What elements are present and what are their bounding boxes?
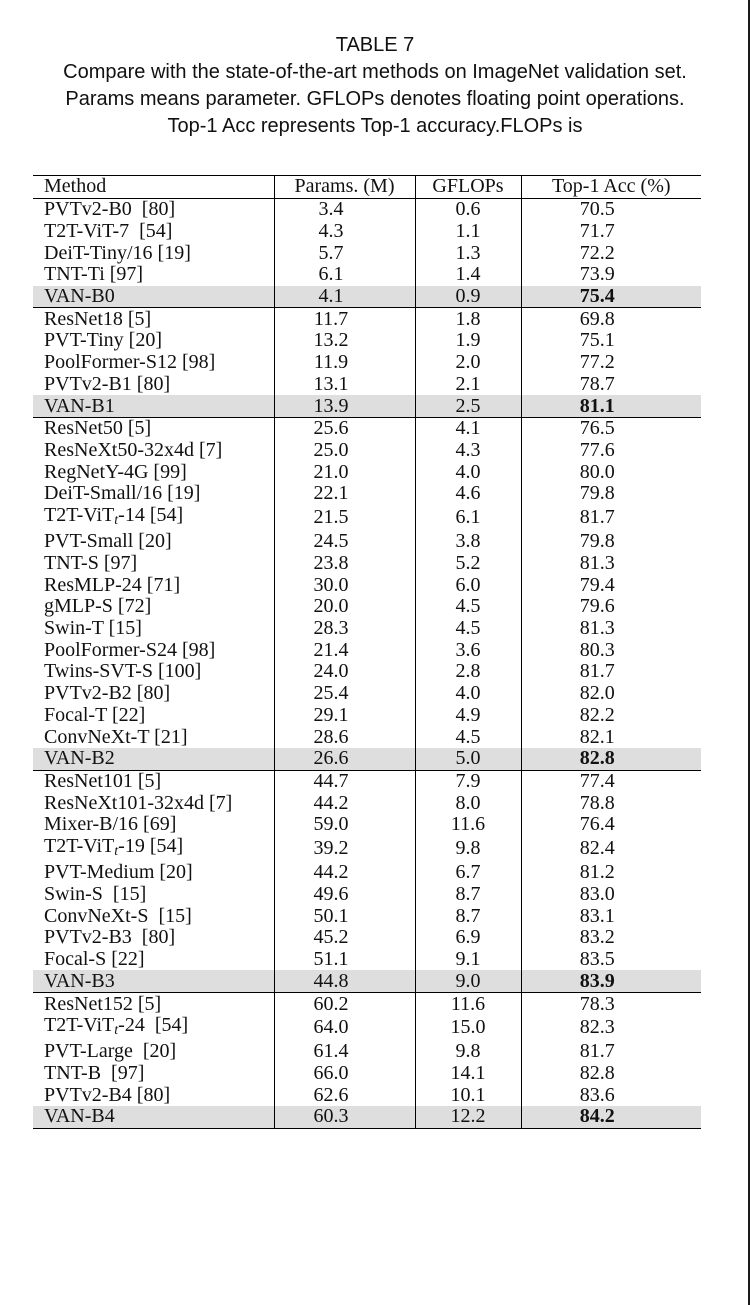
table-row — [33, 395, 701, 417]
top1-acc-cell: 83.1 — [521, 905, 701, 927]
params-cell: 62.6 — [274, 1084, 415, 1106]
gflops-cell: 6.1 — [415, 505, 521, 531]
top1-acc-cell: 73.9 — [521, 264, 701, 286]
gflops-cell: 3.6 — [415, 639, 521, 661]
method-cell — [33, 596, 274, 618]
method-cell — [33, 618, 274, 640]
top1-acc-cell: 77.6 — [521, 440, 701, 462]
gflops-cell: 3.8 — [415, 531, 521, 553]
table-row — [33, 308, 701, 330]
gflops-cell: 0.6 — [415, 198, 521, 220]
method-name: PVTv2-B4 [80] — [44, 1083, 171, 1106]
top1-acc-cell: 76.4 — [521, 814, 701, 836]
params-cell: 28.6 — [274, 726, 415, 748]
params-cell: 49.6 — [274, 884, 415, 906]
method-name: ResMLP-24 [71] — [44, 573, 181, 596]
top1-acc-cell: 77.2 — [521, 352, 701, 374]
gflops-cell: 1.4 — [415, 264, 521, 286]
gflops-cell: 0.9 — [415, 286, 521, 308]
table-row — [33, 993, 701, 1015]
gflops-cell: 2.1 — [415, 373, 521, 395]
method-cell — [33, 1041, 274, 1063]
top1-acc-cell: 78.3 — [521, 993, 701, 1015]
top1-acc-cell: 82.3 — [521, 1015, 701, 1041]
table-title: TABLE 7 — [335, 34, 415, 56]
method-name: ResNeXt101-32x4d [7] — [44, 791, 233, 814]
method-cell — [33, 417, 274, 439]
method-name: T2T-ViT — [44, 834, 115, 857]
method-name: ResNet18 [5] — [44, 307, 152, 330]
method-cell — [33, 1084, 274, 1106]
method-cell — [33, 440, 274, 462]
method-name: PVT-Large [20] — [44, 1040, 177, 1063]
top1-acc-cell: 81.3 — [521, 618, 701, 640]
method-cell — [33, 683, 274, 705]
params-cell: 21.5 — [274, 505, 415, 531]
params-cell: 45.2 — [274, 927, 415, 949]
caption-line-1: Compare with the state-of-the-art methods on ImageNet validation set. — [63, 61, 687, 83]
gflops-cell: 8.7 — [415, 905, 521, 927]
method-cell — [33, 949, 274, 971]
top1-acc-cell: 81.2 — [521, 862, 701, 884]
method-name: PoolFormer-S12 [98] — [44, 351, 216, 374]
params-cell: 44.2 — [274, 792, 415, 814]
header-params: Params. (M) — [274, 176, 415, 199]
params-cell: 25.0 — [274, 440, 415, 462]
params-cell: 64.0 — [274, 1015, 415, 1041]
method-name: VAN-B0 — [44, 284, 115, 307]
method-name: RegNetY-4G [99] — [44, 460, 187, 483]
gflops-cell: 6.9 — [415, 927, 521, 949]
table-row — [33, 1106, 701, 1128]
params-cell: 59.0 — [274, 814, 415, 836]
table-row — [33, 1041, 701, 1063]
params-cell: 28.3 — [274, 618, 415, 640]
method-name: DeiT-Tiny/16 [19] — [44, 241, 191, 264]
caption-line-3: Top-1 Acc represents Top-1 accuracy.FLOPs is — [167, 115, 583, 137]
comparison-table — [33, 175, 701, 1129]
top1-acc-cell: 81.7 — [521, 1041, 701, 1063]
table-row — [33, 440, 701, 462]
gflops-cell: 4.5 — [415, 618, 521, 640]
top1-acc-cell: 75.4 — [521, 286, 701, 308]
params-cell: 61.4 — [274, 1041, 415, 1063]
top1-acc-cell: 71.7 — [521, 220, 701, 242]
params-cell: 50.1 — [274, 905, 415, 927]
top1-acc-cell: 82.2 — [521, 705, 701, 727]
method-cell — [33, 792, 274, 814]
gflops-cell: 6.0 — [415, 574, 521, 596]
method-name: PVT-Medium [20] — [44, 861, 193, 884]
top1-acc-cell: 78.8 — [521, 792, 701, 814]
params-cell: 44.7 — [274, 770, 415, 792]
method-name: VAN-B1 — [44, 394, 115, 417]
table-row — [33, 661, 701, 683]
gflops-cell: 9.8 — [415, 836, 521, 862]
top1-acc-cell: 80.3 — [521, 639, 701, 661]
method-name: Swin-T [15] — [44, 617, 142, 640]
method-name: PVTv2-B2 [80] — [44, 682, 171, 705]
method-name: Twins-SVT-S [100] — [44, 660, 202, 683]
top1-acc-cell: 82.8 — [521, 748, 701, 770]
method-name: PVT-Tiny [20] — [44, 329, 162, 352]
params-cell: 26.6 — [274, 748, 415, 770]
table-row — [33, 792, 701, 814]
method-name: PVT-Small [20] — [44, 530, 172, 553]
method-name: ConvNeXt-T [21] — [44, 725, 188, 748]
method-name: Focal-S [22] — [44, 948, 145, 971]
method-name: T2T-ViT-7 [54] — [44, 219, 173, 242]
table-row — [33, 531, 701, 553]
params-cell: 3.4 — [274, 198, 415, 220]
method-cell — [33, 927, 274, 949]
table-row — [33, 242, 701, 264]
gflops-cell: 2.0 — [415, 352, 521, 374]
params-cell: 24.0 — [274, 661, 415, 683]
params-cell: 5.7 — [274, 242, 415, 264]
method-name: ResNeXt50-32x4d [7] — [44, 438, 223, 461]
top1-acc-cell: 69.8 — [521, 308, 701, 330]
method-name: VAN-B3 — [44, 969, 115, 992]
gflops-cell: 5.2 — [415, 553, 521, 575]
params-cell: 4.3 — [274, 220, 415, 242]
top1-acc-cell: 76.5 — [521, 417, 701, 439]
params-cell: 25.4 — [274, 683, 415, 705]
top1-acc-cell: 77.4 — [521, 770, 701, 792]
top1-acc-cell: 80.0 — [521, 461, 701, 483]
params-cell: 39.2 — [274, 836, 415, 862]
method-cell — [33, 993, 274, 1015]
params-cell: 23.8 — [274, 553, 415, 575]
top1-acc-cell: 82.1 — [521, 726, 701, 748]
method-name: TNT-Ti [97] — [44, 263, 144, 286]
params-cell: 11.7 — [274, 308, 415, 330]
method-name: PVTv2-B3 [80] — [44, 926, 176, 949]
header-gflops: GFLOPs — [415, 176, 521, 199]
gflops-cell: 4.3 — [415, 440, 521, 462]
method-cell — [33, 705, 274, 727]
method-name: PVTv2-B0 [80] — [44, 198, 176, 221]
table-row — [33, 814, 701, 836]
gflops-cell: 1.8 — [415, 308, 521, 330]
top1-acc-cell: 82.8 — [521, 1063, 701, 1085]
table-row — [33, 1015, 701, 1041]
method-name: T2T-ViT — [44, 503, 115, 526]
gflops-cell: 1.3 — [415, 242, 521, 264]
table-row — [33, 352, 701, 374]
method-name: Focal-T [22] — [44, 703, 146, 726]
method-name: TNT-B [97] — [44, 1061, 145, 1084]
table-caption — [0, 32, 750, 140]
table-row — [33, 748, 701, 770]
gflops-cell: 10.1 — [415, 1084, 521, 1106]
table-header-row — [33, 176, 701, 199]
method-cell — [33, 242, 274, 264]
gflops-cell: 9.1 — [415, 949, 521, 971]
method-cell — [33, 726, 274, 748]
top1-acc-cell: 79.8 — [521, 483, 701, 505]
table-row — [33, 949, 701, 971]
method-name: TNT-S [97] — [44, 551, 138, 574]
table-row — [33, 574, 701, 596]
table-row — [33, 198, 701, 220]
method-name: VAN-B2 — [44, 747, 115, 770]
gflops-cell: 12.2 — [415, 1106, 521, 1128]
method-name: gMLP-S [72] — [44, 595, 152, 618]
top1-acc-cell: 70.5 — [521, 198, 701, 220]
method-name: ResNet101 [5] — [44, 770, 162, 793]
method-suffix: -14 [54] — [118, 503, 184, 526]
params-cell: 51.1 — [274, 949, 415, 971]
method-subscript: t — [114, 843, 119, 859]
gflops-cell: 4.1 — [415, 417, 521, 439]
method-cell — [33, 308, 274, 330]
table-row — [33, 770, 701, 792]
table-row — [33, 417, 701, 439]
params-cell: 13.9 — [274, 395, 415, 417]
params-cell: 60.2 — [274, 993, 415, 1015]
table-row — [33, 483, 701, 505]
gflops-cell: 8.0 — [415, 792, 521, 814]
method-cell — [33, 574, 274, 596]
method-cell — [33, 862, 274, 884]
table-row — [33, 639, 701, 661]
table-row — [33, 553, 701, 575]
top1-acc-cell: 83.9 — [521, 970, 701, 992]
params-cell: 44.8 — [274, 970, 415, 992]
top1-acc-cell: 83.5 — [521, 949, 701, 971]
table-body — [33, 198, 701, 1128]
top1-acc-cell: 79.4 — [521, 574, 701, 596]
gflops-cell: 4.0 — [415, 683, 521, 705]
params-cell: 20.0 — [274, 596, 415, 618]
method-cell — [33, 814, 274, 836]
method-cell — [33, 461, 274, 483]
top1-acc-cell: 78.7 — [521, 373, 701, 395]
params-cell: 6.1 — [274, 264, 415, 286]
gflops-cell: 4.9 — [415, 705, 521, 727]
method-suffix: -19 [54] — [118, 834, 184, 857]
caption-line-2: Params means parameter. GFLOPs denotes floating point operations. — [65, 88, 685, 110]
params-cell: 4.1 — [274, 286, 415, 308]
table-row — [33, 220, 701, 242]
params-cell: 21.4 — [274, 639, 415, 661]
gflops-cell: 4.5 — [415, 596, 521, 618]
method-name: VAN-B4 — [44, 1105, 115, 1128]
method-cell — [33, 352, 274, 374]
method-name: T2T-ViT — [44, 1013, 115, 1036]
gflops-cell: 6.7 — [415, 862, 521, 884]
params-cell: 21.0 — [274, 461, 415, 483]
params-cell: 60.3 — [274, 1106, 415, 1128]
gflops-cell: 2.5 — [415, 395, 521, 417]
gflops-cell: 9.0 — [415, 970, 521, 992]
method-cell — [33, 553, 274, 575]
header-method: Method — [44, 175, 107, 198]
table-row — [33, 1084, 701, 1106]
method-subscript: t — [114, 1022, 119, 1038]
method-cell — [33, 1015, 274, 1041]
top1-acc-cell: 81.3 — [521, 553, 701, 575]
gflops-cell: 1.9 — [415, 330, 521, 352]
top1-acc-cell: 83.6 — [521, 1084, 701, 1106]
params-cell: 24.5 — [274, 531, 415, 553]
method-cell — [33, 264, 274, 286]
method-cell — [33, 836, 274, 862]
params-cell: 13.2 — [274, 330, 415, 352]
method-cell — [33, 505, 274, 531]
method-cell — [33, 373, 274, 395]
method-cell — [33, 395, 274, 417]
table-row — [33, 970, 701, 992]
gflops-cell: 11.6 — [415, 814, 521, 836]
method-name: Mixer-B/16 [69] — [44, 813, 177, 836]
gflops-cell: 14.1 — [415, 1063, 521, 1085]
table-row — [33, 505, 701, 531]
method-cell — [33, 330, 274, 352]
table-row — [33, 683, 701, 705]
method-name: ConvNeXt-S [15] — [44, 904, 192, 927]
table-row — [33, 836, 701, 862]
table-row — [33, 264, 701, 286]
table-row — [33, 461, 701, 483]
top1-acc-cell: 83.0 — [521, 884, 701, 906]
table-row — [33, 927, 701, 949]
method-cell — [33, 483, 274, 505]
table-row — [33, 905, 701, 927]
method-cell — [33, 1063, 274, 1085]
table-row — [33, 286, 701, 308]
method-cell — [33, 1106, 274, 1128]
top1-acc-cell: 83.2 — [521, 927, 701, 949]
method-cell — [33, 905, 274, 927]
gflops-cell: 1.1 — [415, 220, 521, 242]
method-cell — [33, 286, 274, 308]
gflops-cell: 4.5 — [415, 726, 521, 748]
method-name: PoolFormer-S24 [98] — [44, 638, 216, 661]
gflops-cell: 9.8 — [415, 1041, 521, 1063]
table-row — [33, 596, 701, 618]
gflops-cell: 8.7 — [415, 884, 521, 906]
method-cell — [33, 748, 274, 770]
table-row — [33, 884, 701, 906]
method-cell — [33, 884, 274, 906]
top1-acc-cell: 72.2 — [521, 242, 701, 264]
method-cell — [33, 770, 274, 792]
params-cell: 66.0 — [274, 1063, 415, 1085]
params-cell: 29.1 — [274, 705, 415, 727]
table-row — [33, 1063, 701, 1085]
params-cell: 11.9 — [274, 352, 415, 374]
method-suffix: -24 [54] — [118, 1013, 189, 1036]
method-name: PVTv2-B1 [80] — [44, 372, 171, 395]
gflops-cell: 2.8 — [415, 661, 521, 683]
top1-acc-cell: 82.4 — [521, 836, 701, 862]
gflops-cell: 7.9 — [415, 770, 521, 792]
table-row — [33, 726, 701, 748]
params-cell: 22.1 — [274, 483, 415, 505]
method-cell — [33, 531, 274, 553]
top1-acc-cell: 75.1 — [521, 330, 701, 352]
top1-acc-cell: 81.7 — [521, 505, 701, 531]
top1-acc-cell: 81.1 — [521, 395, 701, 417]
header-top1-acc: Top-1 Acc (%) — [521, 176, 701, 199]
method-cell — [33, 639, 274, 661]
method-cell — [33, 198, 274, 220]
table-row — [33, 862, 701, 884]
gflops-cell: 15.0 — [415, 1015, 521, 1041]
top1-acc-cell: 79.6 — [521, 596, 701, 618]
table-row — [33, 618, 701, 640]
top1-acc-cell: 84.2 — [521, 1106, 701, 1128]
top1-acc-cell: 79.8 — [521, 531, 701, 553]
gflops-cell: 5.0 — [415, 748, 521, 770]
method-cell — [33, 661, 274, 683]
method-name: Swin-S [15] — [44, 882, 147, 905]
params-cell: 44.2 — [274, 862, 415, 884]
table-row — [33, 705, 701, 727]
method-name: ResNet152 [5] — [44, 992, 162, 1015]
table-row — [33, 373, 701, 395]
method-subscript: t — [114, 512, 119, 528]
table-row — [33, 330, 701, 352]
params-cell: 30.0 — [274, 574, 415, 596]
top1-acc-cell: 82.0 — [521, 683, 701, 705]
method-name: DeiT-Small/16 [19] — [44, 482, 201, 505]
params-cell: 25.6 — [274, 417, 415, 439]
method-cell — [33, 220, 274, 242]
top1-acc-cell: 81.7 — [521, 661, 701, 683]
gflops-cell: 11.6 — [415, 993, 521, 1015]
method-cell — [33, 970, 274, 992]
params-cell: 13.1 — [274, 373, 415, 395]
gflops-cell: 4.0 — [415, 461, 521, 483]
method-name: ResNet50 [5] — [44, 417, 152, 440]
gflops-cell: 4.6 — [415, 483, 521, 505]
